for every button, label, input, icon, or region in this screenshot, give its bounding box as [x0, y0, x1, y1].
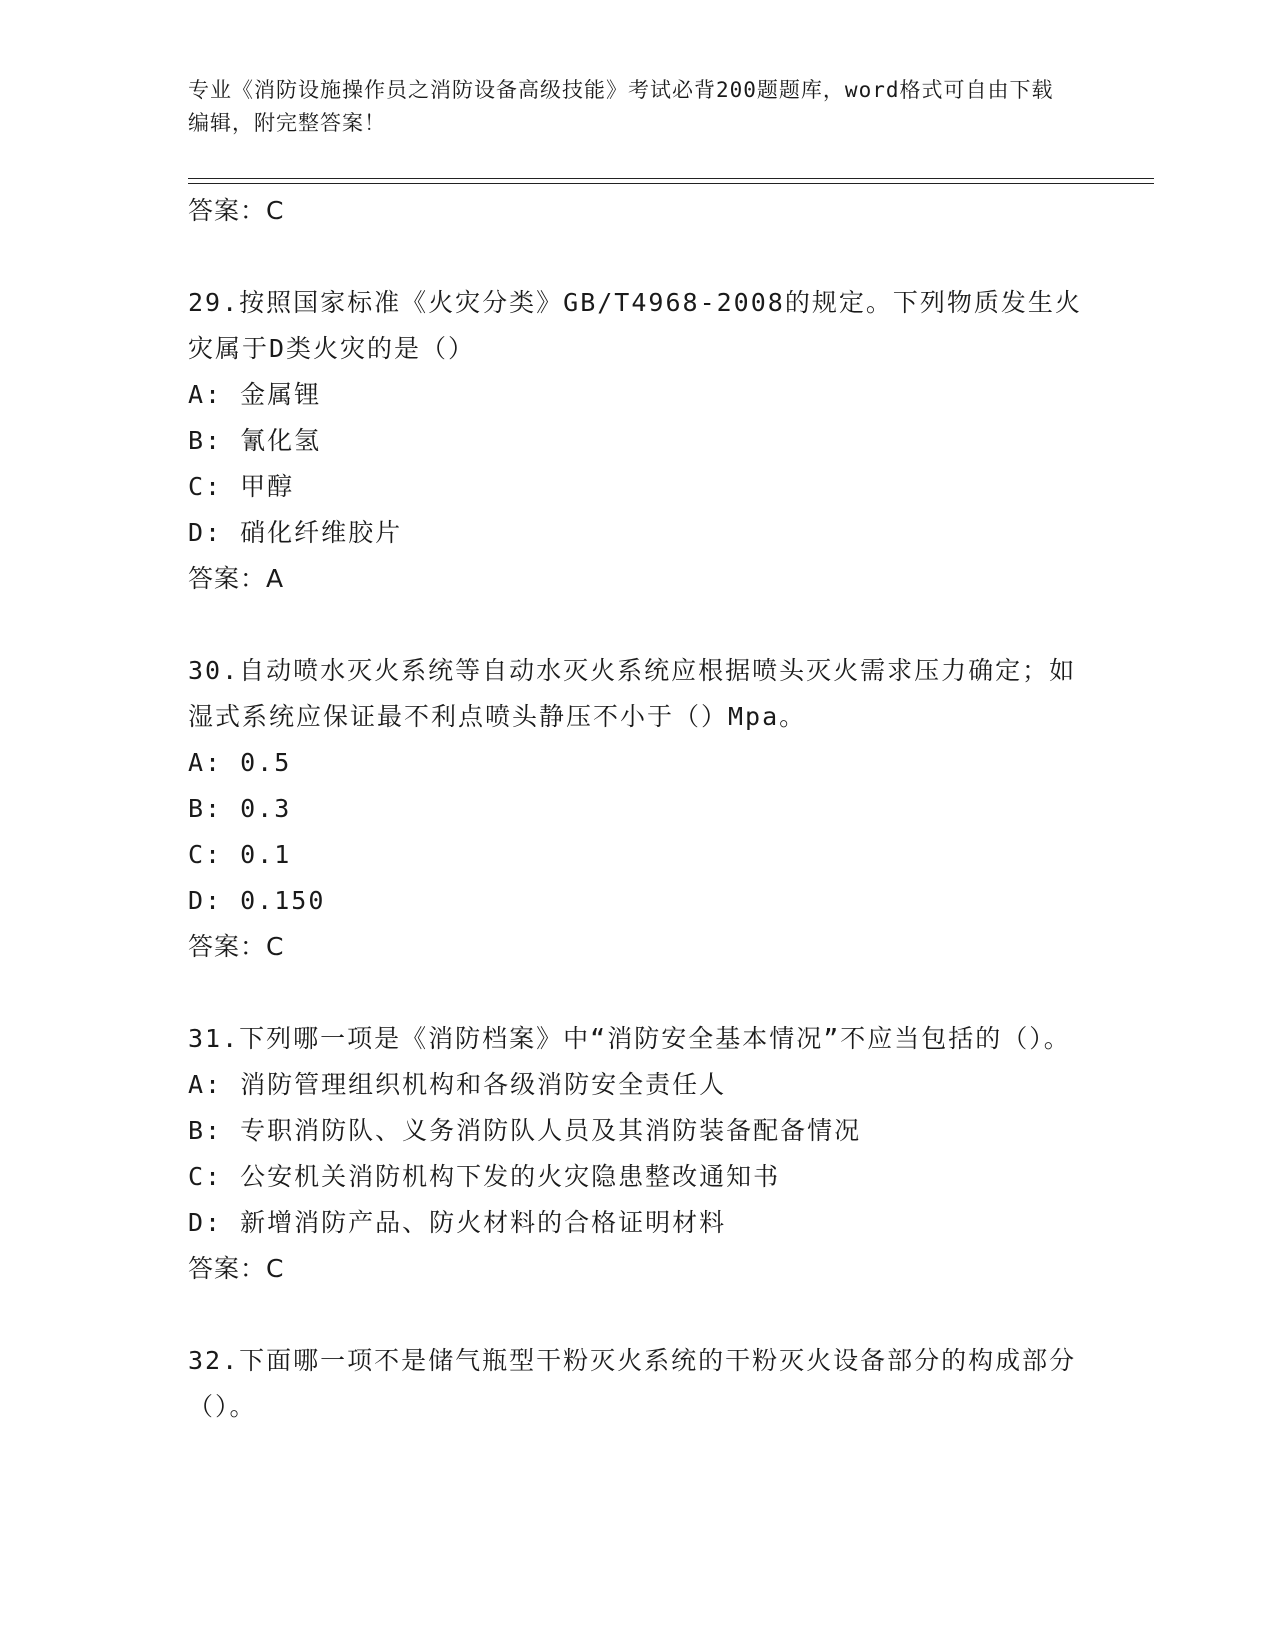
option-a: [188, 372, 1088, 418]
option-d: [188, 1200, 1088, 1246]
option-text: 氰化氢: [240, 426, 322, 455]
answer-value: A: [266, 564, 285, 593]
option-text: 硝化纤维胶片: [240, 518, 403, 547]
option-key: C:: [188, 840, 223, 869]
question-stem: 32.下面哪一项不是储气瓶型干粉灭火系统的干粉灭火设备部分的构成部分（）。: [188, 1346, 1077, 1421]
option-text: 0.5: [240, 748, 292, 777]
option-text: 0.1: [240, 840, 292, 869]
document-body: [188, 188, 1088, 1430]
option-a: [188, 740, 1088, 786]
option-text: 甲醇: [240, 472, 295, 501]
answer-value: C: [266, 1254, 285, 1283]
option-text: 消防管理组织机构和各级消防安全责任人: [240, 1070, 727, 1099]
header-divider-bottom: [188, 183, 1154, 184]
answer-value: C: [266, 932, 285, 961]
question-stem: 30.自动喷水灭火系统等自动水灭火系统应根据喷头灭火需求压力确定；如湿式系统应保证最不利点喷头静压不小于（）Mpa。: [188, 656, 1077, 731]
option-text: 金属锂: [240, 380, 322, 409]
option-c: [188, 464, 1088, 510]
option-text: 新增消防产品、防火材料的合格证明材料: [240, 1208, 727, 1237]
option-key: A:: [188, 1070, 223, 1099]
option-key: B:: [188, 426, 223, 455]
question-stem: 31.下列哪一项是《消防档案》中“消防安全基本情况”不应当包括的（）。: [188, 1024, 1071, 1053]
option-key: C:: [188, 472, 223, 501]
option-key: C:: [188, 1162, 223, 1191]
question-31: [188, 1016, 1088, 1292]
option-b: [188, 418, 1088, 464]
option-d: [188, 510, 1088, 556]
answer-line: [188, 1246, 1088, 1292]
answer-line: [188, 924, 1088, 970]
option-key: D:: [188, 1208, 223, 1237]
answer-label: 答案：: [188, 932, 267, 961]
question-29: [188, 280, 1088, 602]
option-text: 专职消防队、义务消防队人员及其消防装备配备情况: [240, 1116, 862, 1145]
answer-label: 答案：: [188, 1254, 267, 1283]
option-c: [188, 1154, 1088, 1200]
answer-line: [188, 188, 1088, 234]
answer-label: 答案：: [188, 196, 267, 225]
option-a: [188, 1062, 1088, 1108]
option-text: 0.3: [240, 794, 292, 823]
option-text: 公安机关消防机构下发的火灾隐患整改通知书: [240, 1162, 781, 1191]
option-key: D:: [188, 886, 223, 915]
question-stem: 29.按照国家标准《火灾分类》GB/T4968-2008的规定。下列物质发生火灾属于D类火灾的是（）: [188, 288, 1082, 363]
option-text: 0.150: [240, 886, 326, 915]
option-key: A:: [188, 380, 223, 409]
document-header: [188, 74, 1068, 140]
option-c: [188, 832, 1088, 878]
option-key: A:: [188, 748, 223, 777]
header-divider-top: [188, 178, 1154, 179]
option-key: D:: [188, 518, 223, 547]
answer-line: [188, 556, 1088, 602]
option-key: B:: [188, 794, 223, 823]
answer-value: C: [266, 196, 285, 225]
header-text: 专业《消防设施操作员之消防设备高级技能》考试必背200题题库，word格式可自由下载编辑，附完整答案！: [188, 78, 1054, 135]
option-key: B:: [188, 1116, 223, 1145]
option-b: [188, 786, 1088, 832]
option-b: [188, 1108, 1088, 1154]
question-32: [188, 1338, 1088, 1430]
question-30: [188, 648, 1088, 970]
option-d: [188, 878, 1088, 924]
answer-label: 答案：: [188, 564, 267, 593]
